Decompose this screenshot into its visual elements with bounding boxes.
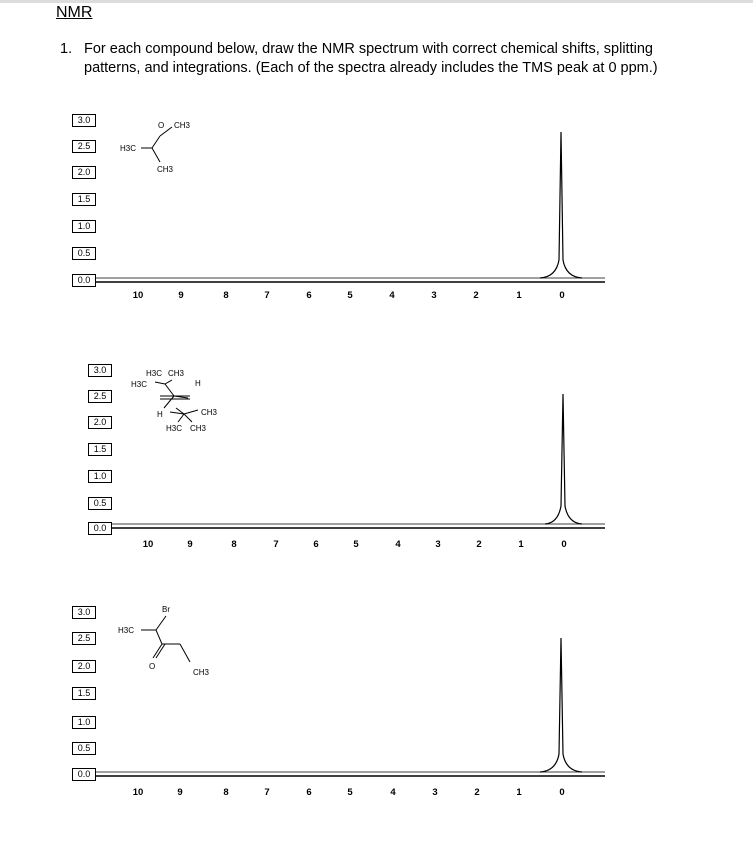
x-tick: 7 (264, 290, 270, 301)
x-tick: 8 (231, 539, 237, 550)
y-tick: 2.0 (72, 166, 96, 179)
atom-label: O (149, 662, 156, 671)
x-tick: 1 (516, 787, 522, 798)
x-tick: 1 (516, 290, 522, 301)
nmr-spectrum-1 (0, 110, 753, 310)
spectrum-3-plot (0, 600, 753, 810)
x-tick: 3 (435, 539, 441, 550)
x-tick: 9 (177, 787, 183, 798)
atom-label: H3C (120, 144, 137, 153)
y-tick: 2.0 (88, 416, 112, 429)
x-tick: 8 (223, 290, 229, 301)
molecule-structure-1 (141, 127, 172, 162)
y-tick: 2.5 (72, 140, 96, 153)
x-tick: 4 (389, 290, 395, 301)
atom-label: CH3 (193, 668, 210, 677)
x-tick: 9 (187, 539, 193, 550)
x-tick: 4 (395, 539, 401, 550)
atom-label: CH3 (168, 369, 185, 378)
x-tick: 7 (273, 539, 279, 550)
molecule-structure-3 (141, 616, 190, 662)
x-tick: 10 (132, 787, 144, 798)
atom-label: O (158, 121, 165, 130)
y-tick: 2.5 (88, 390, 112, 403)
y-tick: 1.5 (88, 443, 112, 456)
y-tick: 1.0 (72, 716, 96, 729)
x-tick: 3 (431, 290, 437, 301)
y-tick: 0.0 (72, 768, 96, 781)
x-tick: 3 (432, 787, 438, 798)
page-top-border (0, 0, 753, 3)
x-tick: 10 (132, 290, 144, 301)
y-tick: 0.5 (72, 247, 96, 260)
question-number: 1. (60, 41, 73, 57)
x-tick: 6 (306, 290, 312, 301)
atom-label: Br (162, 605, 170, 614)
x-tick: 1 (518, 539, 524, 550)
question-text: For each compound below, draw the NMR spectrum with correct chemical shifts, splitting patterns, and integrations. (Each of the spectra already includes the TMS peak at 0 ppm.) (84, 41, 658, 76)
atom-label: H3C (146, 369, 163, 378)
x-tick: 0 (561, 539, 567, 550)
y-tick: 0.5 (88, 497, 112, 510)
x-tick: 5 (353, 539, 359, 550)
atom-label: CH3 (174, 121, 191, 130)
y-tick: 3.0 (72, 606, 96, 619)
atom-label: H3C (166, 424, 183, 433)
x-tick: 6 (306, 787, 312, 798)
y-tick: 0.0 (72, 274, 96, 287)
x-tick: 10 (142, 539, 154, 550)
atom-label: CH3 (201, 408, 218, 417)
nmr-spectrum-3 (0, 600, 753, 810)
page-title: NMR (56, 4, 93, 21)
atom-label: H3C (118, 626, 135, 635)
tms-peak (540, 638, 582, 772)
y-tick: 1.5 (72, 193, 96, 206)
y-tick: 1.0 (72, 220, 96, 233)
y-tick: 1.0 (88, 470, 112, 483)
atom-label: H3C (131, 380, 148, 389)
tms-peak (540, 132, 582, 278)
atom-label: CH3 (157, 165, 174, 174)
x-tick: 2 (474, 787, 480, 798)
x-tick: 0 (559, 290, 565, 301)
x-tick: 6 (313, 539, 319, 550)
y-tick: 2.0 (72, 660, 96, 673)
x-tick: 2 (476, 539, 482, 550)
x-tick: 4 (390, 787, 396, 798)
x-tick: 5 (347, 290, 353, 301)
spectrum-2-plot (0, 360, 753, 560)
y-tick: 0.0 (88, 522, 112, 535)
x-tick: 7 (264, 787, 270, 798)
x-tick: 9 (178, 290, 184, 301)
nmr-spectrum-2 (0, 360, 753, 560)
y-tick: 2.5 (72, 632, 96, 645)
atom-label: H (157, 410, 163, 419)
x-tick: 2 (473, 290, 479, 301)
y-tick: 0.5 (72, 742, 96, 755)
x-tick: 0 (559, 787, 565, 798)
atom-label: H (195, 379, 201, 388)
y-tick: 1.5 (72, 687, 96, 700)
spectrum-1-plot (0, 110, 753, 310)
x-tick: 5 (347, 787, 353, 798)
y-tick: 3.0 (88, 364, 112, 377)
y-tick: 3.0 (72, 114, 96, 127)
tms-peak (545, 394, 582, 524)
atom-label: CH3 (190, 424, 207, 433)
x-tick: 8 (223, 787, 229, 798)
